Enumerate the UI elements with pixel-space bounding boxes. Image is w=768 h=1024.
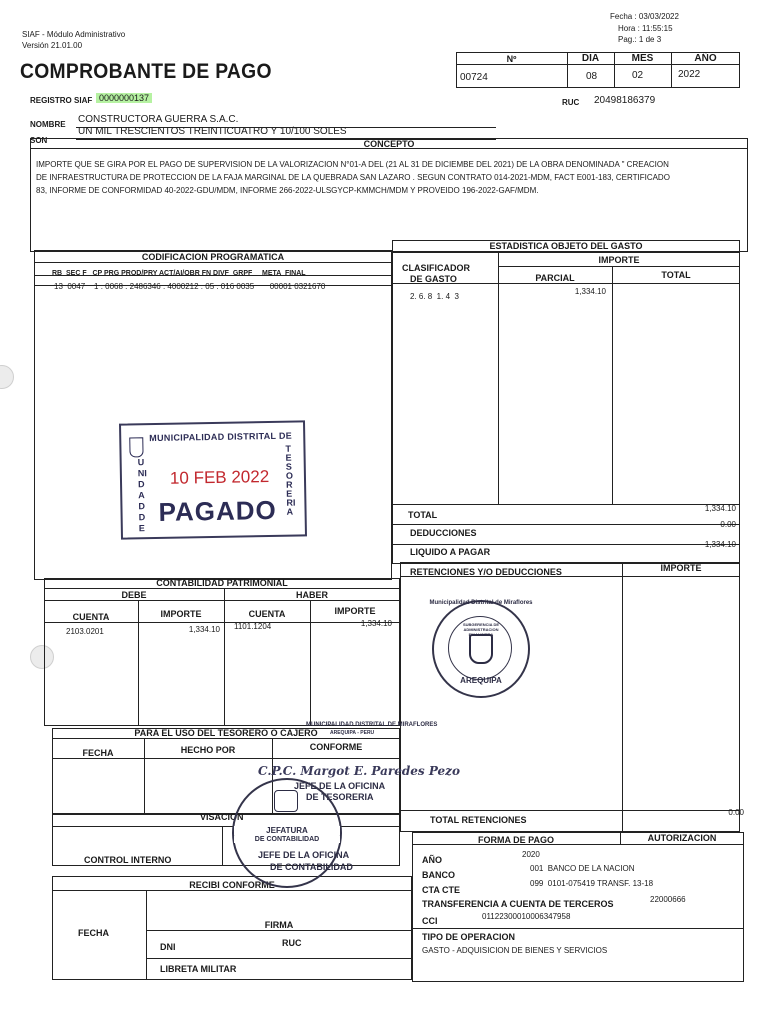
firma-label: FIRMA [264,920,294,930]
paid-stamp-date: 10 FEB 2022 [169,467,270,488]
nombre-label: NOMBRE [30,120,66,129]
visacion-label: VISACION [200,812,244,822]
document-number: 00724 [460,72,488,83]
pago-ano-value: 2020 [522,850,540,859]
total-col-label: TOTAL [661,270,691,280]
signature-role1: JEFE DE LA OFICINA [294,781,386,791]
haber-importe-label: IMPORTE [334,606,376,616]
conforme-label: CONFORME [309,742,363,752]
signature-role2: DE TESORERIA [306,792,374,802]
total-retenciones-label: TOTAL RETENCIONES [430,815,527,825]
liquido-label: LIQUIDO A PAGAR [410,547,491,557]
clasificador-label: CLASIFICADOR [402,263,470,273]
signature-city: AREQUIPA - PERU [330,730,375,736]
header-mes: MES [631,53,654,64]
total-retenciones-value: 0.00 [728,808,744,817]
print-date: Fecha : 03/03/2022 [610,12,679,21]
son-label: SON [30,136,48,145]
codificacion-row: 13 0047 1 . 0068 . 2486346 . 4000212 . 05 . 016 0035 00001 0321670 [54,282,326,291]
page-number: Pag.: 1 de 3 [618,35,662,44]
signature-muni: MUNICIPALIDAD DISTRITAL DE MIRAFLORES [306,722,438,728]
contabilidad-title: CONTABILIDAD PATRIMONIAL [156,578,288,588]
importe-label: IMPORTE [598,255,640,265]
clasificador-value: 2. 6. 8 1. 4 3 [410,292,459,301]
paid-stamp-right: TESORERIA [285,443,296,517]
registro-value: 0000000137 [96,93,152,103]
banco-value: 001 BANCO DE LA NACION [530,864,635,873]
concepto-line-3: 83, INFORME DE CONFORMIDAD 40-2022-GDU/MDM, INFORME 266-2022-ULSGYCP-KMMCH/MDM Y PROVEIDO 196-2022-GAF/MDM. [36,186,539,195]
paid-stamp-pagado: PAGADO [158,494,277,527]
signature-role4: DE CONTABILIDAD [270,862,353,872]
day-value: 08 [586,71,598,82]
municipal-round-stamp [429,600,533,698]
banco-label: BANCO [422,870,455,880]
payee-name: CONSTRUCTORA GUERRA S.A.C. [78,114,239,125]
retenciones-title: RETENCIONES Y/O DEDUCCIONES [410,567,562,577]
system-name: SIAF - Módulo Administrativo [22,30,126,39]
liquido-value: 1,334.10 [704,540,736,549]
autorizacion-label: AUTORIZACION [647,833,717,843]
tesorero-title: PARA EL USO DEL TESORERO O CAJERO [134,728,318,738]
recibi-title: RECIBI CONFORME [189,880,275,890]
year-value: 2022 [678,69,701,80]
deducciones-value: 0.00 [720,520,736,529]
debe-cuenta-label: CUENTA [72,612,110,622]
estadistica-title: ESTADISTICA OBJETO DEL GASTO [489,241,643,251]
jefatura-line2: DE CONTABILIDAD [234,836,340,843]
signature-name: C.P.C. Margot E. Paredes Pezo [258,764,460,778]
dni-label: DNI [160,942,176,952]
header-ano: AÑO [694,53,717,64]
debe-importe-value: 1,334.10 [188,625,220,634]
stamp-shield-icon [129,437,143,457]
debe-importe-label: IMPORTE [160,609,202,619]
haber-cuenta-value: 1101.1204 [234,622,272,631]
deducciones-label: DEDUCCIONES [410,528,477,538]
month-value: 02 [632,70,644,81]
cci-label: CCI [422,916,438,926]
registro-label: REGISTRO SIAF [30,96,93,105]
pago-ano-label: AÑO [422,855,442,865]
ruc-label: RUC [562,98,580,107]
paid-stamp [119,420,307,539]
debe-label: DEBE [121,590,147,600]
transferencia-label: TRANSFERENCIA A CUENTA DE TERCEROS [422,899,614,909]
system-version: Versión 21.01.00 [22,41,83,50]
control-interno-label: CONTROL INTERNO [84,855,172,865]
parcial-label: PARCIAL [535,273,575,283]
paid-stamp-left: UNIDAD DE [137,457,147,534]
signature-role3: JEFE DE LA OFICINA [258,850,350,860]
cci-value: 01122300010006347958 [482,912,571,921]
document-title: COMPROBANTE DE PAGO [20,60,272,83]
concepto-section [30,138,748,252]
jefatura-line1: JEFATURA [234,826,340,835]
haber-label: HABER [295,590,328,600]
codificacion-columns: RB SEC F CP PRG PROD/PRY ACT/AI/OBR FN DIVF GRPF META FINAL [52,270,306,277]
print-time: Hora : 11:55:15 [618,24,673,33]
tipo-operacion-label: TIPO DE OPERACION [422,932,516,942]
cta-cte-label: CTA CTE [422,885,460,895]
recibi-ruc-label: RUC [282,938,302,948]
parcial-value: 1,334.10 [574,287,606,296]
codificacion-title: CODIFICACION PROGRAMATICA [141,252,285,262]
total-value: 1,334.10 [704,504,736,513]
libreta-militar-label: LIBRETA MILITAR [160,964,237,974]
header-num: Nº [506,54,517,64]
round-stamp-outer-text: Municipalidad Distrital de Miraflores [429,600,533,606]
haber-cuenta-label: CUENTA [248,609,286,619]
tesorero-fecha-label: FECHA [82,748,114,758]
concepto-line-1: IMPORTE QUE SE GIRA POR EL PAGO DE SUPERVISION DE LA VALORIZACION N°01-A DEL (21 AL 31 DE DICIEMBE DEL 2021) DE LA OBRA DENOMINADA " CREACION [36,160,669,169]
forma-pago-title: FORMA DE PAGO [478,835,554,845]
total-label: TOTAL [408,510,438,520]
ruc-value: 20498186379 [594,95,656,106]
cta-cte-value: 099 0101-075419 TRANSF. 13-18 [530,879,654,888]
coat-of-arms-icon [469,634,493,664]
punch-hole-top [0,365,14,389]
concepto-line-2: DE INFRAESTRUCTURA DE PROTECCION DE LA FAJA MARGINAL DE LA QUEBRADA SAN LAZARO . SEGUN CONTRATO 014-2021-MDM, FACT E001-183, CERTIFICADO [36,173,670,182]
de-gasto-label: DE GASTO [410,274,457,284]
round-stamp-city: AREQUIPA [460,676,502,685]
recibi-fecha-label: FECHA [78,928,109,938]
haber-importe-value: 1,334.10 [360,619,392,628]
round-stamp-inner-text: SUBGERENCIA DE ADMINISTRACION FINANCIERA [462,622,500,637]
debe-cuenta-value: 2103.0201 [66,627,104,636]
concepto-title: CONCEPTO [363,139,415,149]
transferencia-value: 22000666 [650,895,686,904]
tipo-operacion-value: GASTO - ADQUISICION DE BIENES Y SERVICIOS [422,946,608,955]
paid-stamp-line1: MUNICIPALIDAD DISTRITAL DE [149,430,293,444]
header-dia: DIA [581,53,600,64]
hecho-por-label: HECHO POR [180,745,236,755]
contabilidad-emblem-icon [274,790,298,812]
retenciones-importe-label: IMPORTE [660,563,702,573]
amount-in-words: UN MIL TRESCIENTOS TREINTICUATRO Y 10/100 SOLES [78,126,347,137]
